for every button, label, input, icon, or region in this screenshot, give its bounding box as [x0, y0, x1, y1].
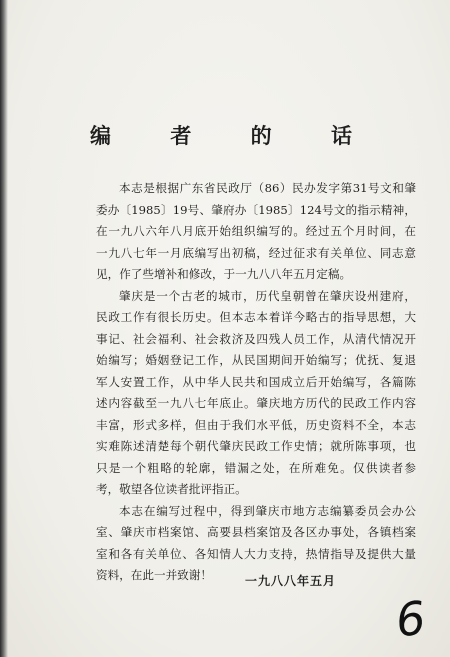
text-line: 委办〔1985〕19号、肇府办〔1985〕124号文的指示精神，	[96, 202, 416, 217]
text-line: 室和各有关单位、各知情人大力支持，热情指导及提供大量	[96, 546, 416, 561]
body-text	[96, 178, 416, 587]
text-line: 室、肇庆市档案馆、高要县档案馆及各区办事处，各镇档案	[96, 525, 416, 539]
signature-date: 一九八八年五月	[245, 574, 337, 588]
text-line: 只是一个粗略的轮廓，错漏之处，在所难免。仅供读者参	[96, 460, 416, 475]
text-line: 军人安置工作，从中华人民共和国成立后开始编写，各篇陈	[96, 374, 416, 389]
text-line: 本志是根据广东省民政厅（86）民办发字第31号文和肇	[119, 181, 416, 195]
text-line: 考，敬望各位读者批评指正。	[96, 482, 247, 496]
page-number: 6	[393, 590, 429, 648]
text-line: 事记、社会福利、社会救济及四残人员工作，从清代情况开	[96, 331, 416, 346]
text-line: 一九八七年一月底编写出初稿，经过征求有关单位、同志意	[96, 245, 416, 260]
page-title: 编 者 的 话	[90, 123, 378, 148]
text-line: 资料，在此一并致谢！	[96, 568, 212, 582]
text-line: 始编写；婚姻登记工作，从民国期间开始编写；优抚、复退	[96, 353, 416, 367]
text-line: 丰富，形式多样，但由于我们水平低，历史资料不全，本志	[96, 417, 416, 432]
text-line: 在一九八六年八月底开始组织编写的。经过五个月时间，在	[96, 224, 416, 238]
text-line: 见，作了些增补和修改，于一九八八年五月定稿。	[96, 267, 352, 281]
text-line: 述内容截至一九八七年底止。肇庆地方历代的民政工作内容	[96, 396, 416, 410]
text-line: 实难陈述清楚每个朝代肇庆民政工作史情；就所陈事项，也	[96, 439, 416, 453]
text-line: 本志在编写过程中，得到肇庆市地方志编纂委员会办公	[119, 503, 416, 518]
text-line: 肇庆是一个古老的城市，历代皇朝曾在肇庆设州建府，	[119, 288, 416, 303]
binding-edge	[0, 0, 8, 657]
text-line: 民政工作有很长历史。但本志本着详今略古的指导思想，大	[96, 310, 416, 324]
